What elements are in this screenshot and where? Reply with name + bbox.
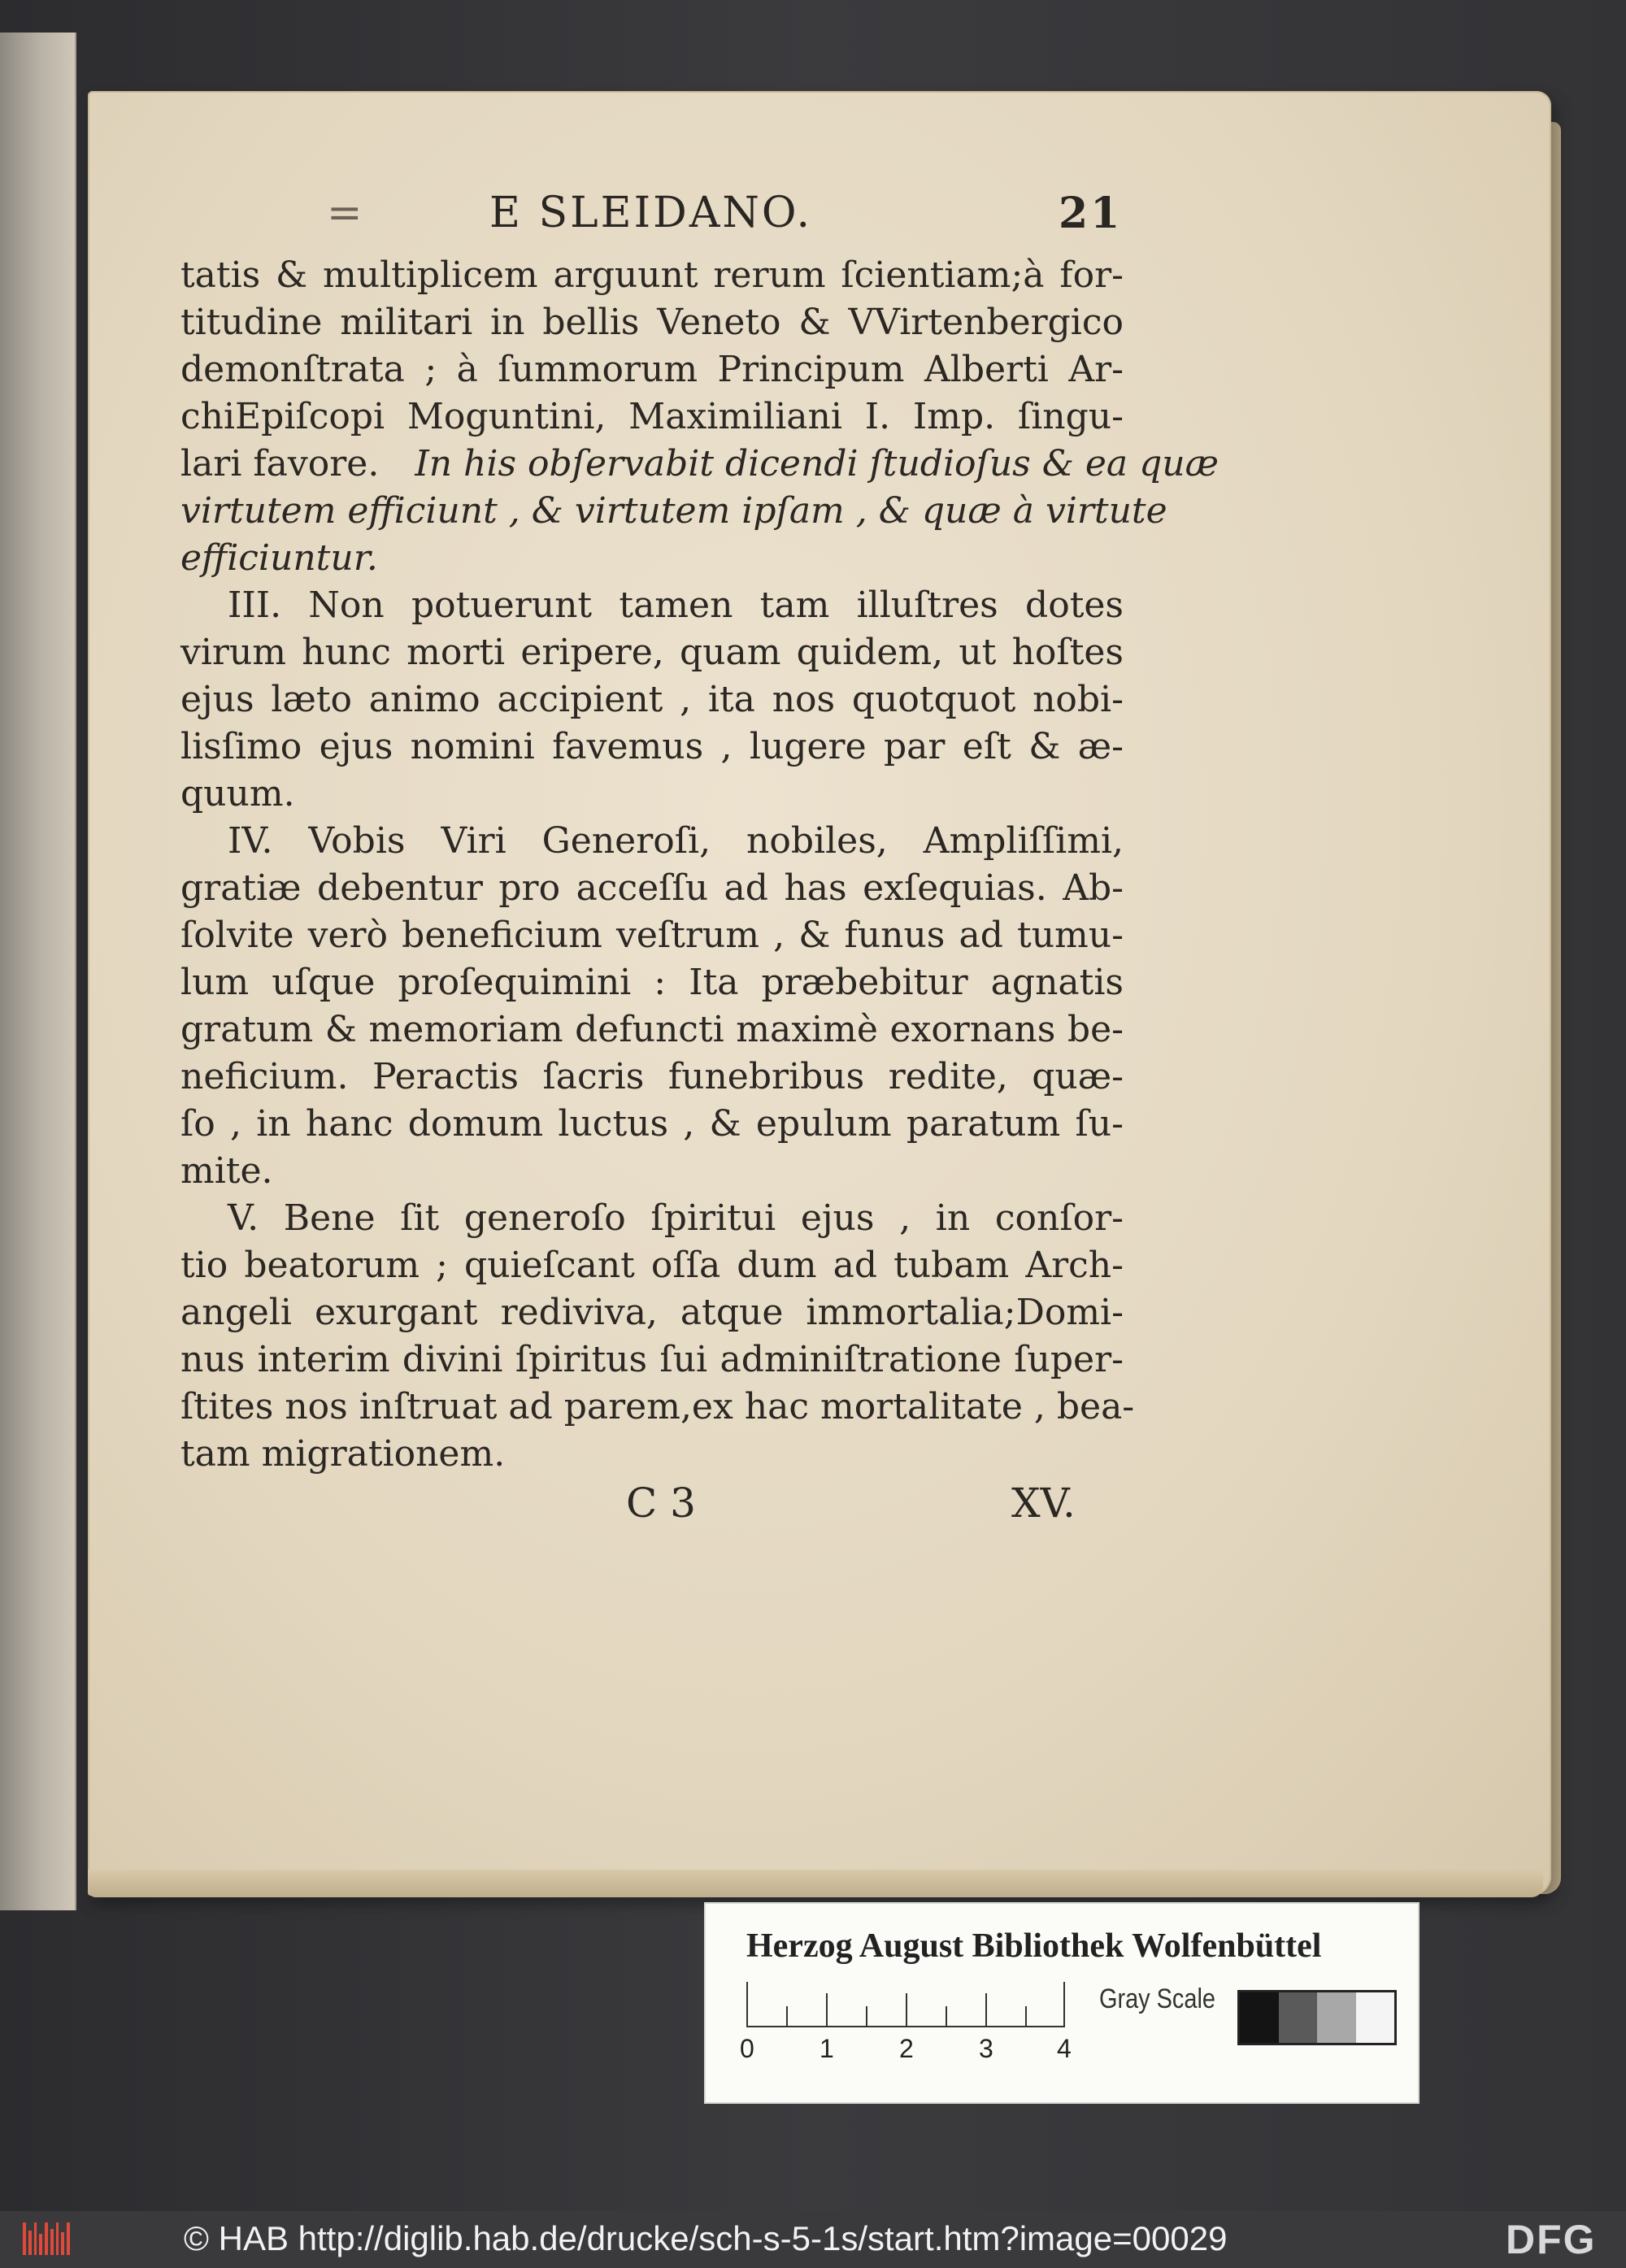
ruler-tick — [786, 2006, 788, 2026]
text-line: lum uſque proſequimini : Ita præbebitur agnatis — [180, 962, 1124, 1003]
text-line: gratiæ debentur pro acceſſu ad has exſequias. Ab- — [180, 867, 1124, 909]
italic-text-line: efficiuntur. — [180, 537, 378, 579]
running-head — [180, 189, 1123, 245]
ruler-tick — [746, 1982, 748, 2026]
text-line: lisſimo ejus nomini favemus , lugere par eſt & æ- — [180, 726, 1124, 767]
running-head-title: E SLEIDANO. — [489, 189, 812, 237]
text-segment: lari favore. — [180, 443, 380, 484]
ruler-tick — [906, 1993, 907, 2026]
text-line: mite. — [180, 1150, 273, 1192]
library-name: Herzog August Bibliothek Wolfenbüttel — [746, 1927, 1322, 1965]
text-line: demonſtrata ; à ſummorum Principum Alberti Ar- — [180, 349, 1124, 390]
library-color-card — [704, 1902, 1419, 2104]
ruler-tick — [826, 1993, 828, 2026]
text-line: titudine militari in bellis Veneto & VVirtenbergico — [180, 302, 1124, 343]
dfg-logo: DFG — [1506, 2217, 1597, 2262]
running-head-dash: = — [327, 189, 365, 237]
ruler-tick — [946, 2006, 947, 2026]
text-line: angeli exurgant rediviva, atque immortalia;Domi- — [180, 1292, 1124, 1333]
ruler-tick — [985, 1993, 987, 2026]
hab-barcode-logo-icon — [23, 2222, 70, 2255]
ruler-tick — [1063, 1982, 1065, 2026]
text-line: virum hunc morti eripere, quam quidem, ut hoſtes — [180, 632, 1124, 673]
page-number: 21 — [1059, 189, 1123, 238]
text-line: quum. — [180, 773, 295, 815]
text-line: ſo , in hanc domum luctus , & epulum paratum ſu- — [180, 1103, 1124, 1145]
ruler-number: 3 — [979, 2034, 993, 2063]
text-line: ejus læto animo accipient , ita nos quotquot nobi- — [180, 679, 1124, 720]
gray-scale-swatches — [1237, 1990, 1397, 2045]
text-line: nus interim divini ſpiritus ſui adminiſtratione ſuper- — [180, 1339, 1124, 1380]
italic-text-line: virtutem efficiunt , & virtutem ipſam , & quæ à virtute — [180, 490, 1167, 532]
paragraph-iii-first-line: III. Non potuerunt tamen tam illuſtres dotes — [228, 584, 1124, 626]
text-line — [180, 441, 1219, 488]
facing-page-edge — [0, 33, 76, 1910]
text-line: tam migrationem. — [180, 1433, 506, 1475]
text-line: neficium. Peractis ſacris funebribus redite, quæ- — [180, 1056, 1124, 1097]
ruler-number: 2 — [899, 2034, 914, 2063]
text-line: ſtites nos inſtruat ad parem,ex hac mortalitate , bea- — [180, 1386, 1135, 1427]
ruler-number: 0 — [740, 2034, 754, 2063]
measurement-ruler — [746, 1982, 1065, 2027]
ruler-number: 4 — [1057, 2034, 1072, 2063]
text-line: tatis & multiplicem arguunt rerum ſcientiam;à for- — [180, 254, 1124, 296]
paragraph-iv-first-line: IV. Vobis Viri Generoſi, nobiles, Ampliſſimi, — [228, 820, 1124, 862]
signature-mark: C 3 — [626, 1479, 696, 1527]
catchword: XV. — [1011, 1479, 1076, 1527]
text-line: tio beatorum ; quieſcant oſſa dum ad tubam Arch- — [180, 1245, 1124, 1286]
ruler-tick — [866, 2006, 867, 2026]
gray-swatch — [1317, 1992, 1356, 2043]
footer-copyright-link[interactable]: © HAB http://diglib.hab.de/drucke/sch-s-5-1s/start.htm?image=00029 — [184, 2219, 1228, 2257]
text-line: ſolvite verò beneficium veſtrum , & funus ad tumu- — [180, 915, 1124, 956]
italic-text-segment: In his obſervabit dicendi ſtudioſus & ea quæ — [415, 443, 1219, 484]
ruler-tick — [1025, 2006, 1027, 2026]
ruler-number: 1 — [820, 2034, 834, 2063]
text-line: chiEpiſcopi Moguntini, Maximiliani I. Imp. ſingu- — [180, 396, 1124, 437]
gray-swatch — [1240, 1992, 1279, 2043]
gray-swatch — [1356, 1992, 1395, 2043]
text-line: gratum & memoriam defuncti maximè exornans be- — [180, 1009, 1124, 1050]
gray-scale-label: Gray Scale — [1099, 1983, 1215, 2014]
gray-swatch — [1279, 1992, 1318, 2043]
viewer-footer — [0, 2211, 1626, 2268]
paragraph-v-first-line: V. Bene ſit generoſo ſpiritui ejus , in conſor- — [228, 1197, 1124, 1239]
page-bottom-edge — [88, 1870, 1543, 1897]
